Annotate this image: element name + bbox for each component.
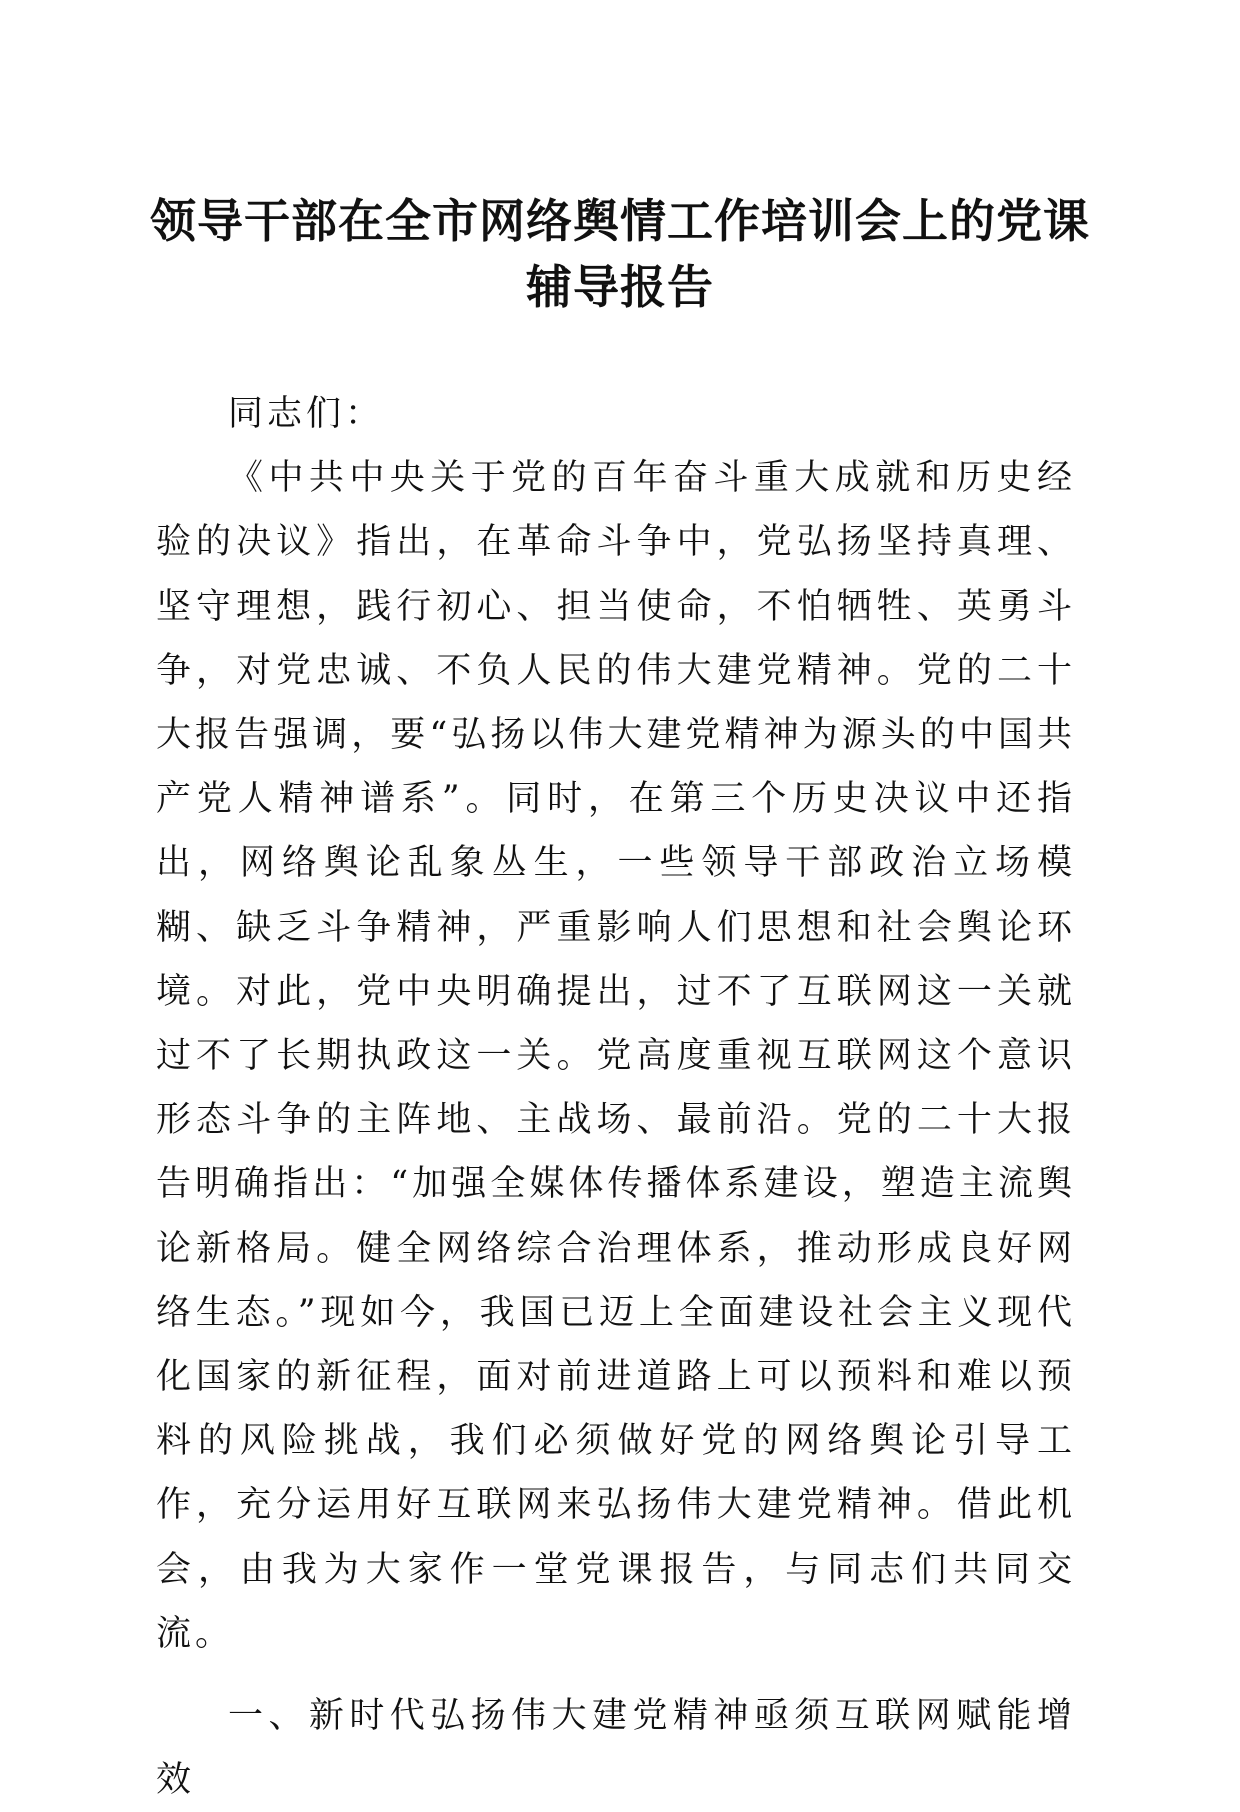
document-title <box>130 188 1110 320</box>
salutation: 同志们： <box>228 394 385 434</box>
title-line-1: 领导干部在全市网络舆情工作培训会上的党课 <box>150 194 1090 248</box>
body-paragraph: 《中共中央关于党的百年奋斗重大成就和历史经验的决议》指出，在革命斗争中，党弘扬坚持真理、坚守理想，践行初心、担当使命，不怕牺牲、英勇斗争，对党忠诚、不负人民的伟大建党精神。党的二十大报告强调，要“弘扬以伟大建党精神为源头的中国共产党人精神谱系”。同时，在第三个历史决议中还指出，网络舆论乱象丛生，一些领导干部政治立场模糊、缺乏斗争精神，严重影响人们思想和社会舆论环境。对此，党中央明确提出，过不了互联网这一关就过不了长期执政这一关。党高度重视互联网这个意识形态斗争的主阵地、主战场、最前沿。党的二十大报告明确指出：“加强全媒体传播体系建设，塑造主流舆论新格局。健全网络综合治理体系，推动形成良好网络生态。”现如今，我国已迈上全面建设社会主义现代化国家的新征程，面对前进道路上可以预料和难以预料的风险挑战，我们必须做好党的网络舆论引导工作，充分运用好互联网来弘扬伟大建党精神。借此机会，由我为大家作一堂党课报告，与同志们共同交流。 <box>156 458 1076 1654</box>
document-body <box>156 382 1076 1812</box>
section-heading: 一、新时代弘扬伟大建党精神亟须互联网赋能增效 <box>156 1696 1076 1801</box>
title-line-2: 辅导报告 <box>526 260 714 314</box>
